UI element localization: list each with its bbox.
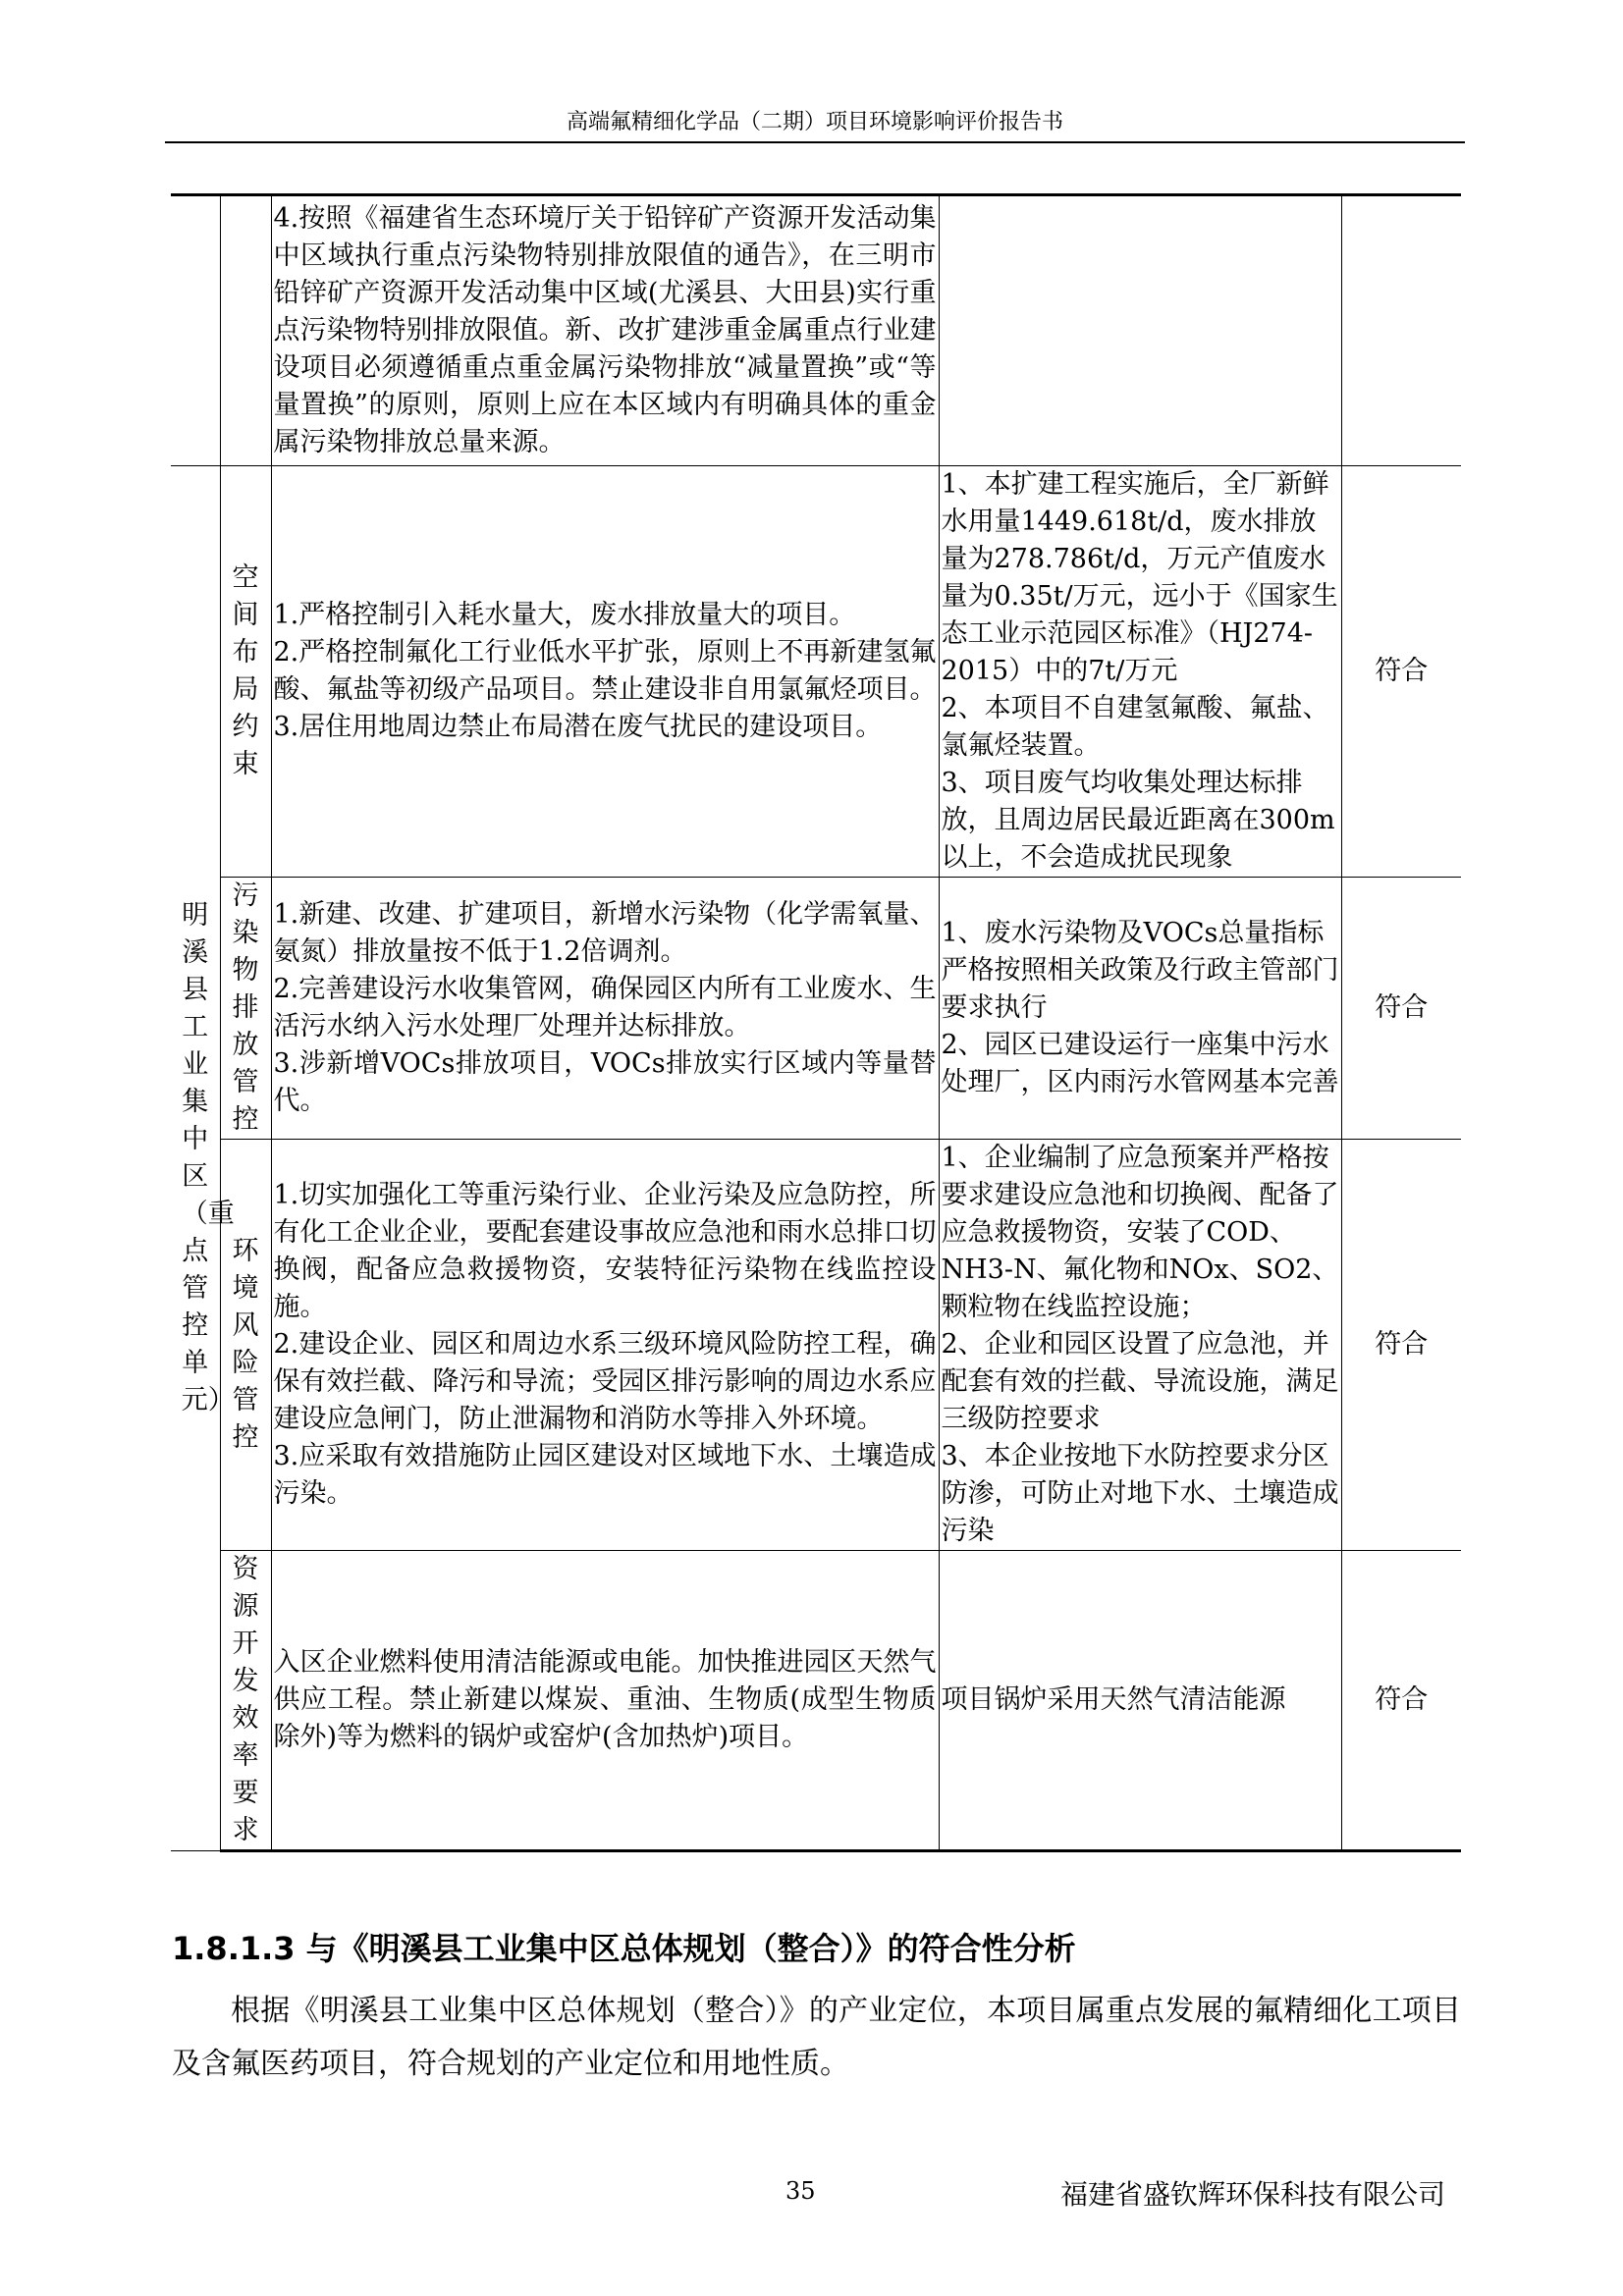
result-cell: 符合 (1341, 466, 1461, 878)
requirement-item: 1.新建、改建、扩建项目，新增水污染物（化学需氧量、氨氮）排放量按不低于1.2倍调剂。 (273, 899, 937, 967)
result-cell (1341, 195, 1461, 466)
analysis-item: 1、企业编制了应急预案并严格按要求建设应急池和切换阀、配备了应急救援物资，安装了COD、NH3-N、氟化物和NOx、SO2、颗粒物在线监控设施； (941, 1143, 1339, 1322)
result-cell: 符合 (1341, 1140, 1461, 1551)
requirement-cell (271, 195, 939, 466)
analysis-item: 2、企业和园区设置了应急池，并配套有效的拦截、导流设施，满足三级防控要求 (941, 1329, 1339, 1434)
page-header-title: 高端氟精细化学品（二期）项目环境影响评价报告书 (566, 110, 1063, 134)
section-paragraph: 根据《明溪县工业集中区总体规划（整合）》的产业定位，本项目属重点发展的氟精细化工项目及含氟医药项目，符合规划的产业定位和用地性质。 (172, 1994, 1461, 2081)
analysis-item: 2、园区已建设运行一座集中污水处理厂，区内雨污水管网基本完善 (941, 1030, 1339, 1097)
table-row (171, 878, 1461, 1140)
page-number: 35 (785, 2177, 816, 2205)
requirement-item: 4.按照《福建省生态环境厅关于铅锌矿产资源开发活动集中区域执行重点污染物特别排放限值的通告》，在三明市铅锌矿产资源开发活动集中区域(尤溪县、大田县)实行重点污染物特别排放限值。新、改扩建涉重金属重点行业建设项目必须遵循重点重金属污染物排放“减量置换”或“等量置换”的原则，原则上应在本区域内有明确具体的重金属污染物排放总量来源。 (273, 203, 937, 457)
category-cell (220, 878, 271, 1140)
requirement-item: 1.切实加强化工等重污染行业、企业污染及应急防控，所有化工企业企业，要配套建设事故应急池和雨水总排口切换阀，配备应急救援物资，安装特征污染物在线监控设施。 (273, 1180, 937, 1322)
region-cell (171, 466, 235, 1851)
analysis-cell (939, 1140, 1341, 1551)
analysis-item: 3、本企业按地下水防控要求分区防渗，可防止对地下水、土壤造成污染 (941, 1441, 1339, 1546)
category-label: 环境风险管控 (232, 1236, 259, 1453)
category-cell (220, 195, 271, 466)
analysis-cell (939, 466, 1341, 878)
analysis-item: 项目锅炉采用天然气清洁能源 (941, 1684, 1286, 1715)
requirement-item: 入区企业燃料使用清洁能源或电能。加快推进园区天然气供应工程。禁止新建以煤炭、重油、生物质(成型生物质除外)等为燃料的锅炉或窑炉(含加热炉)项目。 (273, 1647, 937, 1752)
analysis-item: 1、本扩建工程实施后，全厂新鲜水用量1449.618t/d，废水排放量为278.786t/d，万元产值废水量为0.35t/万元，远小于《国家生态工业示范园区标准》（HJ274-2015）中的7t/万元 (941, 469, 1338, 686)
category-cell (220, 1551, 271, 1851)
analysis-cell (939, 1551, 1341, 1851)
category-label: 空间布局约束 (232, 562, 259, 779)
requirement-item: 2.完善建设污水收集管网，确保园区内所有工业废水、生活污水纳入污水处理厂处理并达标排放。 (273, 974, 937, 1041)
table-row (171, 195, 1461, 466)
requirement-cell (271, 466, 939, 878)
analysis-cell (939, 878, 1341, 1140)
requirement-item: 3.应采取有效措施防止园区建设对区域地下水、土壤造成污染。 (273, 1441, 937, 1509)
requirement-item: 2.建设企业、园区和周边水系三级环境风险防控工程，确保有效拦截、降污和导流；受园区排污影响的周边水系应建设应急闸门，防止泄漏物和消防水等排入外环境。 (273, 1329, 937, 1434)
category-label: 污染物排放管控 (232, 881, 259, 1135)
footer-company: 福建省盛钦辉环保科技有限公司 (1060, 2178, 1446, 2211)
category-cell (220, 466, 271, 878)
section-heading: 1.8.1.3 与《明溪县工业集中区总体规划（整合）》的符合性分析 (172, 1930, 1076, 1967)
requirement-item: 2.严格控制氟化工行业低水平扩张，原则上不再新建氢氟酸、氟盐等初级产品项目。禁止建设非自用氯氟烃项目。 (273, 637, 937, 705)
compliance-table (171, 193, 1461, 1852)
requirement-item: 1.严格控制引入耗水量大，废水排放量大的项目。 (273, 600, 856, 630)
result-cell: 符合 (1341, 1551, 1461, 1851)
requirement-cell (271, 1140, 939, 1551)
header-divider (165, 141, 1465, 143)
analysis-cell (939, 195, 1341, 466)
region-cell-top (171, 195, 220, 466)
category-label: 资源开发效率要求 (232, 1554, 259, 1845)
requirement-cell (271, 878, 939, 1140)
analysis-item: 1、废水污染物及VOCs总量指标严格按照相关政策及行政主管部门要求执行 (941, 918, 1339, 1023)
requirement-cell (271, 1551, 939, 1851)
requirement-item: 3.居住用地周边禁止布局潜在废气扰民的建设项目。 (273, 712, 883, 742)
analysis-item: 2、本项目不自建氢氟酸、氟盐、氯氟烃装置。 (941, 693, 1329, 761)
table-row (171, 1140, 1461, 1551)
result-cell: 符合 (1341, 878, 1461, 1140)
region-label: 明溪县工业集中区（重点管控单元） (181, 900, 235, 1415)
analysis-item: 3、项目废气均收集处理达标排放，且周边居民最近距离在300m以上，不会造成扰民现象 (941, 768, 1335, 873)
table-row (171, 466, 1461, 878)
table-row (171, 1551, 1461, 1851)
requirement-item: 3.涉新增VOCs排放项目，VOCs排放实行区域内等量替代。 (273, 1048, 937, 1116)
